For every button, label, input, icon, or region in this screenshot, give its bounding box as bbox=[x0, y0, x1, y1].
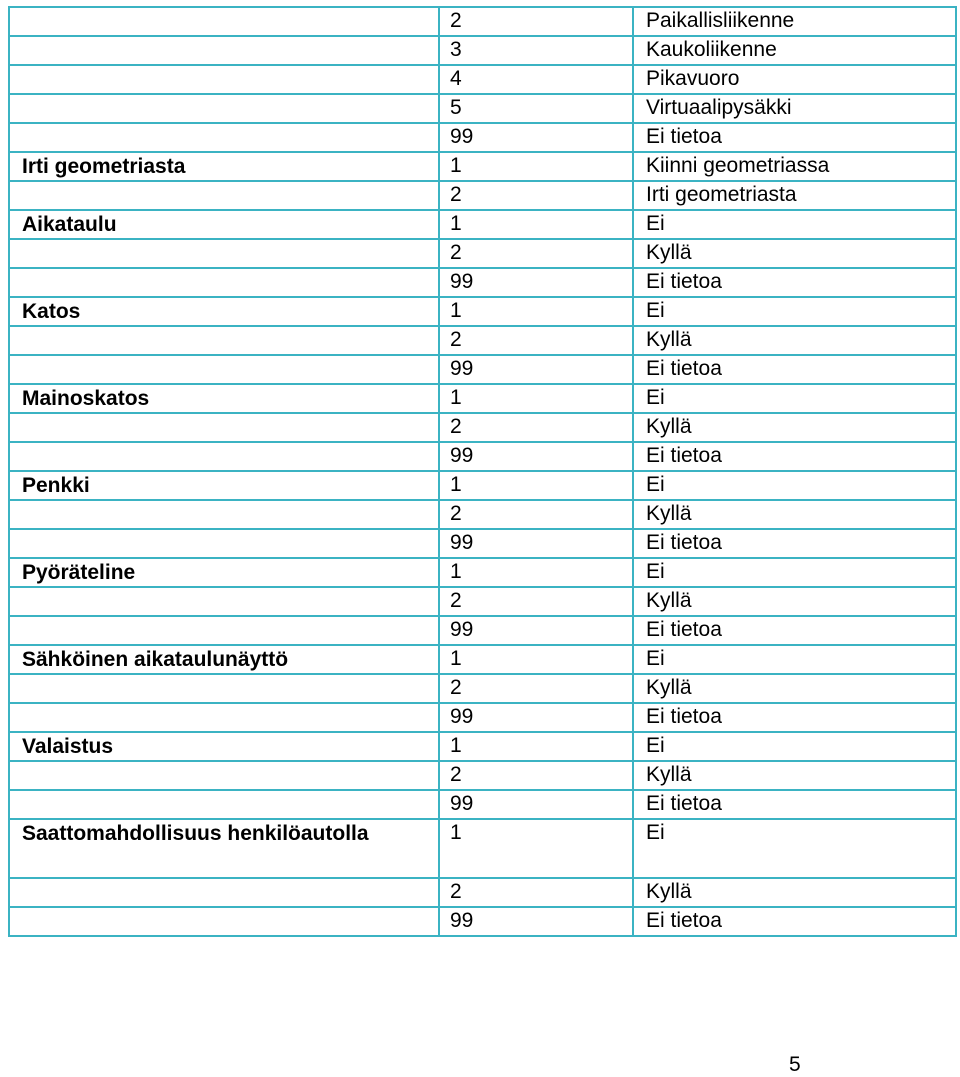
attribute-name-cell bbox=[9, 790, 439, 819]
attribute-name-cell bbox=[9, 326, 439, 355]
table-row bbox=[9, 558, 956, 587]
attribute-name-cell bbox=[9, 123, 439, 152]
table-row bbox=[9, 471, 956, 500]
code-cell: 2 bbox=[439, 7, 633, 36]
table-row bbox=[9, 384, 956, 413]
code-cell: 1 bbox=[439, 732, 633, 761]
code-cell: 2 bbox=[439, 761, 633, 790]
code-cell: 1 bbox=[439, 152, 633, 181]
value-label-cell: Ei tietoa bbox=[633, 616, 956, 645]
value-label-cell: Ei tietoa bbox=[633, 703, 956, 732]
value-label-cell: Ei bbox=[633, 384, 956, 413]
attribute-name-cell: Katos bbox=[9, 297, 439, 326]
code-cell: 2 bbox=[439, 181, 633, 210]
value-label-cell: Kiinni geometriassa bbox=[633, 152, 956, 181]
attribute-name-cell bbox=[9, 181, 439, 210]
value-label-cell: Ei tietoa bbox=[633, 529, 956, 558]
value-label-cell: Ei tietoa bbox=[633, 790, 956, 819]
attribute-name-cell: Sähköinen aikataulunäyttö bbox=[9, 645, 439, 674]
attribute-name-cell: Aikataulu bbox=[9, 210, 439, 239]
code-cell: 2 bbox=[439, 500, 633, 529]
code-cell: 1 bbox=[439, 210, 633, 239]
attribute-name-cell bbox=[9, 703, 439, 732]
code-cell: 99 bbox=[439, 442, 633, 471]
table-row bbox=[9, 761, 956, 790]
table-row bbox=[9, 123, 956, 152]
table-row bbox=[9, 703, 956, 732]
code-cell: 2 bbox=[439, 674, 633, 703]
table-row bbox=[9, 210, 956, 239]
attribute-name-cell bbox=[9, 587, 439, 616]
table-row bbox=[9, 355, 956, 384]
table-row bbox=[9, 878, 956, 907]
value-label-cell: Ei tietoa bbox=[633, 355, 956, 384]
attribute-name-cell: Penkki bbox=[9, 471, 439, 500]
table-row bbox=[9, 268, 956, 297]
table-row bbox=[9, 7, 956, 36]
code-cell: 3 bbox=[439, 36, 633, 65]
attribute-name-cell: Mainoskatos bbox=[9, 384, 439, 413]
value-label-cell: Kyllä bbox=[633, 500, 956, 529]
table-row bbox=[9, 152, 956, 181]
code-cell: 99 bbox=[439, 907, 633, 936]
table-row bbox=[9, 181, 956, 210]
value-label-cell: Kaukoliikenne bbox=[633, 36, 956, 65]
code-cell: 2 bbox=[439, 878, 633, 907]
table-row bbox=[9, 500, 956, 529]
value-label-cell: Kyllä bbox=[633, 239, 956, 268]
code-cell: 5 bbox=[439, 94, 633, 123]
table-row bbox=[9, 442, 956, 471]
table-row bbox=[9, 36, 956, 65]
table-row bbox=[9, 529, 956, 558]
attribute-name-cell bbox=[9, 442, 439, 471]
code-cell: 2 bbox=[439, 239, 633, 268]
code-cell: 1 bbox=[439, 471, 633, 500]
attribute-name-cell bbox=[9, 239, 439, 268]
value-label-cell: Paikallisliikenne bbox=[633, 7, 956, 36]
value-label-cell: Ei bbox=[633, 297, 956, 326]
attribute-name-cell: Irti geometriasta bbox=[9, 152, 439, 181]
attribute-name-cell bbox=[9, 500, 439, 529]
code-cell: 99 bbox=[439, 703, 633, 732]
value-label-cell: Ei tietoa bbox=[633, 907, 956, 936]
value-label-cell: Ei bbox=[633, 732, 956, 761]
code-cell: 1 bbox=[439, 297, 633, 326]
code-cell: 1 bbox=[439, 384, 633, 413]
table-row bbox=[9, 790, 956, 819]
table-row bbox=[9, 819, 956, 878]
attribute-name-cell bbox=[9, 7, 439, 36]
table-row bbox=[9, 587, 956, 616]
value-label-cell: Kyllä bbox=[633, 674, 956, 703]
value-label-cell: Ei bbox=[633, 645, 956, 674]
table-row bbox=[9, 616, 956, 645]
table-row bbox=[9, 239, 956, 268]
table-row bbox=[9, 413, 956, 442]
code-cell: 99 bbox=[439, 355, 633, 384]
table-row bbox=[9, 732, 956, 761]
value-label-cell: Kyllä bbox=[633, 878, 956, 907]
page-number: 5 bbox=[789, 1053, 801, 1076]
value-label-cell: Irti geometriasta bbox=[633, 181, 956, 210]
value-label-cell: Ei bbox=[633, 471, 956, 500]
code-cell: 2 bbox=[439, 413, 633, 442]
attribute-name-cell bbox=[9, 65, 439, 94]
code-cell: 2 bbox=[439, 326, 633, 355]
attribute-name-cell: Pyöräteline bbox=[9, 558, 439, 587]
value-label-cell: Ei bbox=[633, 819, 956, 878]
value-label-cell: Ei bbox=[633, 210, 956, 239]
table-row bbox=[9, 297, 956, 326]
attribute-name-cell bbox=[9, 674, 439, 703]
table-row bbox=[9, 907, 956, 936]
value-label-cell: Kyllä bbox=[633, 761, 956, 790]
attribute-name-cell bbox=[9, 616, 439, 645]
value-label-cell: Ei bbox=[633, 558, 956, 587]
attribute-name-cell bbox=[9, 268, 439, 297]
value-label-cell: Kyllä bbox=[633, 413, 956, 442]
attribute-name-cell bbox=[9, 761, 439, 790]
code-cell: 1 bbox=[439, 558, 633, 587]
attribute-name-cell: Valaistus bbox=[9, 732, 439, 761]
table-body bbox=[9, 7, 956, 936]
code-cell: 99 bbox=[439, 616, 633, 645]
value-label-cell: Ei tietoa bbox=[633, 123, 956, 152]
table-row bbox=[9, 65, 956, 94]
table-row bbox=[9, 326, 956, 355]
attribute-name-cell: Saattomahdollisuus henkilöautolla bbox=[9, 819, 439, 878]
attribute-name-cell bbox=[9, 529, 439, 558]
code-cell: 99 bbox=[439, 123, 633, 152]
code-cell: 2 bbox=[439, 587, 633, 616]
code-cell: 99 bbox=[439, 790, 633, 819]
value-label-cell: Pikavuoro bbox=[633, 65, 956, 94]
attribute-name-cell bbox=[9, 878, 439, 907]
table-row bbox=[9, 94, 956, 123]
attribute-name-cell bbox=[9, 36, 439, 65]
attribute-name-cell bbox=[9, 355, 439, 384]
value-label-cell: Kyllä bbox=[633, 587, 956, 616]
value-label-cell: Ei tietoa bbox=[633, 268, 956, 297]
code-cell: 99 bbox=[439, 268, 633, 297]
code-cell: 4 bbox=[439, 65, 633, 94]
code-cell: 1 bbox=[439, 819, 633, 878]
value-label-cell: Kyllä bbox=[633, 326, 956, 355]
attribute-name-cell bbox=[9, 907, 439, 936]
attribute-code-table bbox=[8, 6, 957, 937]
table-row bbox=[9, 645, 956, 674]
attribute-name-cell bbox=[9, 94, 439, 123]
table-row bbox=[9, 674, 956, 703]
code-cell: 1 bbox=[439, 645, 633, 674]
value-label-cell: Ei tietoa bbox=[633, 442, 956, 471]
value-label-cell: Virtuaalipysäkki bbox=[633, 94, 956, 123]
code-cell: 99 bbox=[439, 529, 633, 558]
attribute-name-cell bbox=[9, 413, 439, 442]
